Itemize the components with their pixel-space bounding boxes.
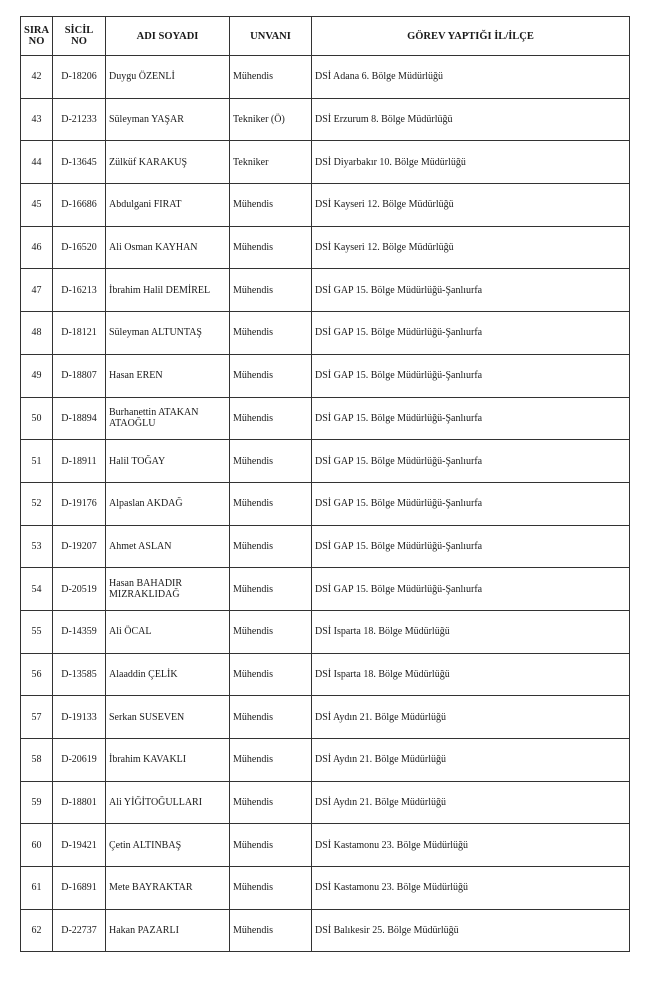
table-row xyxy=(21,56,630,99)
cell-sicil: D-13645 xyxy=(53,141,106,184)
header-sicil xyxy=(53,17,106,56)
cell-sicil: D-19133 xyxy=(53,696,106,739)
cell-name: İbrahim KAVAKLI xyxy=(106,739,230,782)
cell-unvan: Tekniker (Ö) xyxy=(230,98,312,141)
cell-sicil: D-14359 xyxy=(53,610,106,653)
cell-sira: 44 xyxy=(21,141,53,184)
cell-unvan: Mühendis xyxy=(230,56,312,99)
cell-gorev: DSİ Aydın 21. Bölge Müdürlüğü xyxy=(312,739,630,782)
cell-name: Halil TOĞAY xyxy=(106,440,230,483)
cell-unvan: Mühendis xyxy=(230,440,312,483)
cell-sira: 56 xyxy=(21,653,53,696)
cell-gorev: DSİ Adana 6. Bölge Müdürlüğü xyxy=(312,56,630,99)
table-row xyxy=(21,269,630,312)
table-row xyxy=(21,653,630,696)
cell-name: Abdulgani FIRAT xyxy=(106,184,230,227)
cell-gorev: DSİ Kayseri 12. Bölge Müdürlüğü xyxy=(312,226,630,269)
cell-unvan: Mühendis xyxy=(230,696,312,739)
cell-unvan: Mühendis xyxy=(230,739,312,782)
cell-unvan: Mühendis xyxy=(230,226,312,269)
cell-name: Alpaslan AKDAĞ xyxy=(106,482,230,525)
cell-name: Burhanettin ATAKAN ATAOĞLU xyxy=(106,397,230,440)
cell-name: İbrahim Halil DEMİREL xyxy=(106,269,230,312)
cell-sicil: D-16891 xyxy=(53,867,106,910)
cell-sira: 50 xyxy=(21,397,53,440)
table-row xyxy=(21,184,630,227)
cell-gorev: DSİ Aydın 21. Bölge Müdürlüğü xyxy=(312,781,630,824)
cell-sicil: D-18807 xyxy=(53,354,106,397)
table-row xyxy=(21,226,630,269)
header-sicil-line1: SİCİL xyxy=(64,25,94,36)
cell-unvan: Mühendis xyxy=(230,781,312,824)
cell-sira: 52 xyxy=(21,482,53,525)
cell-gorev: DSİ GAP 15. Bölge Müdürlüğü-Şanlıurfa xyxy=(312,312,630,355)
cell-name: Hakan PAZARLI xyxy=(106,909,230,952)
cell-unvan: Mühendis xyxy=(230,482,312,525)
cell-unvan: Mühendis xyxy=(230,354,312,397)
cell-sicil: D-18911 xyxy=(53,440,106,483)
cell-sicil: D-19421 xyxy=(53,824,106,867)
cell-sicil: D-19176 xyxy=(53,482,106,525)
table-row xyxy=(21,354,630,397)
cell-gorev: DSİ GAP 15. Bölge Müdürlüğü-Şanlıurfa xyxy=(312,354,630,397)
cell-gorev: DSİ GAP 15. Bölge Müdürlüğü-Şanlıurfa xyxy=(312,525,630,568)
cell-gorev: DSİ Erzurum 8. Bölge Müdürlüğü xyxy=(312,98,630,141)
table-row xyxy=(21,781,630,824)
cell-sira: 55 xyxy=(21,610,53,653)
table-row xyxy=(21,397,630,440)
personnel-table xyxy=(20,16,630,952)
cell-unvan: Mühendis xyxy=(230,867,312,910)
cell-gorev: DSİ GAP 15. Bölge Müdürlüğü-Şanlıurfa xyxy=(312,568,630,611)
cell-sicil: D-16686 xyxy=(53,184,106,227)
cell-name: Zülküf KARAKUŞ xyxy=(106,141,230,184)
cell-unvan: Mühendis xyxy=(230,397,312,440)
cell-unvan: Mühendis xyxy=(230,568,312,611)
cell-gorev: DSİ Isparta 18. Bölge Müdürlüğü xyxy=(312,610,630,653)
cell-gorev: DSİ GAP 15. Bölge Müdürlüğü-Şanlıurfa xyxy=(312,269,630,312)
cell-unvan: Mühendis xyxy=(230,909,312,952)
cell-unvan: Mühendis xyxy=(230,269,312,312)
cell-name: Serkan SUSEVEN xyxy=(106,696,230,739)
table-row xyxy=(21,440,630,483)
cell-gorev: DSİ Aydın 21. Bölge Müdürlüğü xyxy=(312,696,630,739)
cell-sicil: D-20519 xyxy=(53,568,106,611)
cell-gorev: DSİ Diyarbakır 10. Bölge Müdürlüğü xyxy=(312,141,630,184)
cell-sira: 61 xyxy=(21,867,53,910)
cell-gorev: DSİ Balıkesir 25. Bölge Müdürlüğü xyxy=(312,909,630,952)
cell-sicil: D-19207 xyxy=(53,525,106,568)
cell-name: Alaaddin ÇELİK xyxy=(106,653,230,696)
cell-sira: 48 xyxy=(21,312,53,355)
cell-sicil: D-18801 xyxy=(53,781,106,824)
table-row xyxy=(21,610,630,653)
cell-name: Süleyman ALTUNTAŞ xyxy=(106,312,230,355)
cell-name: Mete BAYRAKTAR xyxy=(106,867,230,910)
cell-sira: 59 xyxy=(21,781,53,824)
cell-sicil: D-21233 xyxy=(53,98,106,141)
cell-name: Çetin ALTINBAŞ xyxy=(106,824,230,867)
cell-gorev: DSİ GAP 15. Bölge Müdürlüğü-Şanlıurfa xyxy=(312,440,630,483)
header-row xyxy=(21,17,630,56)
cell-name: Hasan EREN xyxy=(106,354,230,397)
cell-name: Ahmet ASLAN xyxy=(106,525,230,568)
cell-unvan: Tekniker xyxy=(230,141,312,184)
cell-sira: 46 xyxy=(21,226,53,269)
table-row xyxy=(21,312,630,355)
header-name: ADI SOYADI xyxy=(106,17,230,56)
cell-gorev: DSİ Kastamonu 23. Bölge Müdürlüğü xyxy=(312,824,630,867)
cell-sira: 54 xyxy=(21,568,53,611)
table-row xyxy=(21,482,630,525)
cell-sira: 42 xyxy=(21,56,53,99)
table-row xyxy=(21,98,630,141)
cell-sicil: D-16520 xyxy=(53,226,106,269)
cell-name: Ali Osman KAYHAN xyxy=(106,226,230,269)
table-row xyxy=(21,696,630,739)
cell-sira: 49 xyxy=(21,354,53,397)
table-row xyxy=(21,141,630,184)
table-body xyxy=(21,56,630,952)
cell-name: Ali ÖCAL xyxy=(106,610,230,653)
cell-sicil: D-18121 xyxy=(53,312,106,355)
cell-sicil: D-22737 xyxy=(53,909,106,952)
cell-unvan: Mühendis xyxy=(230,184,312,227)
header-sira-line2: NO xyxy=(28,36,45,47)
header-gorev: GÖREV YAPTIĞI İL/İLÇE xyxy=(312,17,630,56)
table-row xyxy=(21,568,630,611)
header-sicil-line2: NO xyxy=(71,36,87,47)
table-row xyxy=(21,824,630,867)
table-row xyxy=(21,909,630,952)
header-sira-line1: SIRA xyxy=(24,25,50,36)
cell-sira: 43 xyxy=(21,98,53,141)
cell-sira: 51 xyxy=(21,440,53,483)
cell-unvan: Mühendis xyxy=(230,312,312,355)
table-row xyxy=(21,739,630,782)
header-sira xyxy=(21,17,53,56)
header-unvan: UNVANI xyxy=(230,17,312,56)
cell-sira: 47 xyxy=(21,269,53,312)
cell-gorev: DSİ Kastamonu 23. Bölge Müdürlüğü xyxy=(312,867,630,910)
cell-sicil: D-16213 xyxy=(53,269,106,312)
cell-sicil: D-18206 xyxy=(53,56,106,99)
cell-sicil: D-18894 xyxy=(53,397,106,440)
cell-gorev: DSİ GAP 15. Bölge Müdürlüğü-Şanlıurfa xyxy=(312,397,630,440)
cell-name: Ali YİĞİTOĞULLARI xyxy=(106,781,230,824)
cell-sira: 60 xyxy=(21,824,53,867)
table-row xyxy=(21,525,630,568)
cell-unvan: Mühendis xyxy=(230,653,312,696)
cell-unvan: Mühendis xyxy=(230,610,312,653)
cell-gorev: DSİ Kayseri 12. Bölge Müdürlüğü xyxy=(312,184,630,227)
cell-name: Hasan BAHADIR MIZRAKLIDAĞ xyxy=(106,568,230,611)
cell-name: Süleyman YAŞAR xyxy=(106,98,230,141)
cell-name: Duygu ÖZENLİ xyxy=(106,56,230,99)
cell-sira: 45 xyxy=(21,184,53,227)
cell-sira: 58 xyxy=(21,739,53,782)
cell-sira: 62 xyxy=(21,909,53,952)
cell-sira: 57 xyxy=(21,696,53,739)
cell-sicil: D-20619 xyxy=(53,739,106,782)
cell-sira: 53 xyxy=(21,525,53,568)
cell-gorev: DSİ Isparta 18. Bölge Müdürlüğü xyxy=(312,653,630,696)
table-row xyxy=(21,867,630,910)
table-header xyxy=(21,17,630,56)
cell-unvan: Mühendis xyxy=(230,824,312,867)
cell-gorev: DSİ GAP 15. Bölge Müdürlüğü-Şanlıurfa xyxy=(312,482,630,525)
cell-unvan: Mühendis xyxy=(230,525,312,568)
cell-sicil: D-13585 xyxy=(53,653,106,696)
